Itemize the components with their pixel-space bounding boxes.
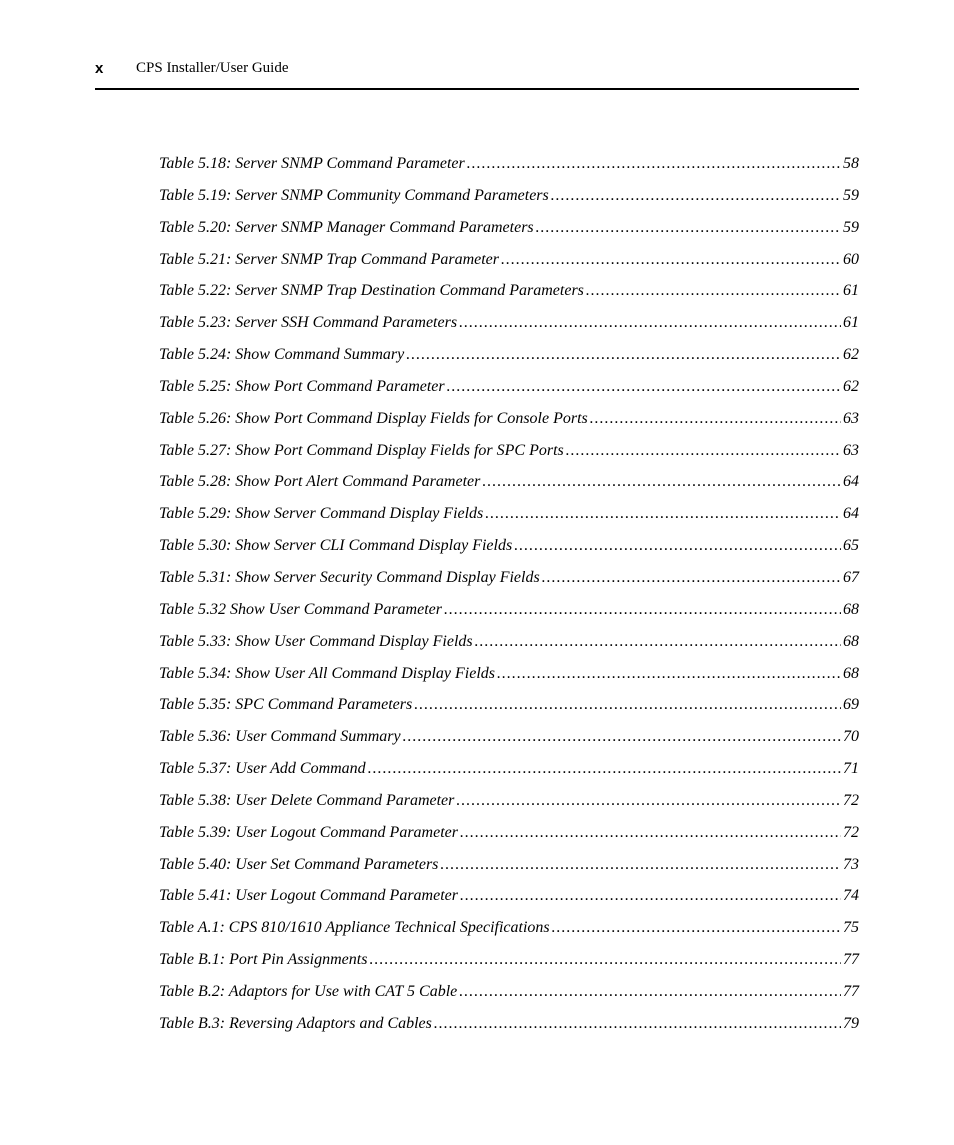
dot-leader <box>444 598 841 622</box>
toc-entry[interactable] <box>159 821 859 853</box>
toc-entry-label: Table 5.24: Show Command Summary <box>159 346 405 364</box>
toc-entry[interactable] <box>159 216 859 248</box>
dot-leader <box>460 821 841 845</box>
toc-entry-page-number: 77 <box>843 951 859 969</box>
dot-leader <box>590 407 841 431</box>
toc-entry-page-number: 61 <box>843 282 859 300</box>
toc-entry[interactable] <box>159 470 859 502</box>
toc-entry-label: Table 5.20: Server SNMP Manager Command Parameters <box>159 218 534 236</box>
toc-entry-label: Table 5.38: User Delete Command Parameter <box>159 791 455 809</box>
dot-leader <box>501 248 841 272</box>
dot-leader <box>456 789 841 813</box>
toc-entry-label: Table 5.18: Server SNMP Command Parameter <box>159 155 465 172</box>
toc-entry-page-number: 67 <box>843 568 859 586</box>
toc-entry-page-number: 59 <box>843 218 859 236</box>
toc-entry-page-number: 75 <box>843 919 859 937</box>
toc-entry-page-number: 68 <box>843 664 859 682</box>
toc-entry[interactable] <box>159 725 859 757</box>
toc-entry[interactable] <box>159 343 859 375</box>
toc-entry-label: Table 5.32 Show User Command Parameter <box>159 600 442 618</box>
toc-entry[interactable] <box>159 662 859 694</box>
toc-entry[interactable] <box>159 152 859 184</box>
dot-leader <box>447 375 841 399</box>
toc-entry[interactable] <box>159 916 859 948</box>
dot-leader <box>459 311 841 335</box>
toc-entry[interactable] <box>159 693 859 725</box>
dot-leader <box>566 439 841 463</box>
toc-entry-page-number: 69 <box>843 696 859 714</box>
toc-entry[interactable] <box>159 279 859 311</box>
toc-entry-page-number: 62 <box>843 346 859 364</box>
dot-leader <box>369 948 841 972</box>
toc-entry[interactable] <box>159 375 859 407</box>
dot-leader <box>406 343 841 367</box>
toc-entry-label: Table 5.41: User Logout Command Parameter <box>159 887 458 905</box>
toc-entry-page-number: 64 <box>843 473 859 491</box>
toc-entry-label: Table 5.34: Show User All Command Display Fields <box>159 664 496 682</box>
toc-entry-label: Table B.1: Port Pin Assignments <box>159 951 368 969</box>
toc-entry-label: Table 5.26: Show Port Command Display Fields for Console Ports <box>159 409 588 427</box>
page-number: x <box>95 60 104 77</box>
toc-entry[interactable] <box>159 311 859 343</box>
dot-leader <box>440 853 841 877</box>
toc-entry-label: Table 5.35: SPC Command Parameters <box>159 696 413 714</box>
toc-entry-page-number: 74 <box>843 887 859 905</box>
dot-leader <box>414 693 841 717</box>
toc-entry-page-number: 58 <box>843 155 859 172</box>
dot-leader <box>467 152 841 176</box>
dot-leader <box>497 662 841 686</box>
toc-entry-label: Table 5.22: Server SNMP Trap Destination Command Parameters <box>159 282 584 300</box>
toc-entry-label: Table 5.25: Show Port Command Parameter <box>159 377 445 395</box>
doc-title: CPS Installer/User Guide <box>136 60 289 76</box>
toc-entry-page-number: 64 <box>843 505 859 523</box>
toc-entry[interactable] <box>159 980 859 1012</box>
toc-entry-page-number: 59 <box>843 186 859 204</box>
dot-leader <box>551 184 841 208</box>
toc-entry-label: Table 5.40: User Set Command Parameters <box>159 855 439 873</box>
toc-entry-page-number: 63 <box>843 441 859 459</box>
toc-entry-page-number: 68 <box>843 600 859 618</box>
dot-leader <box>552 916 841 940</box>
toc-entry[interactable] <box>159 598 859 630</box>
toc-entry-label: Table 5.19: Server SNMP Community Command Parameters <box>159 186 549 204</box>
toc-entry-page-number: 68 <box>843 632 859 650</box>
toc-entry[interactable] <box>159 439 859 471</box>
toc-entry-label: Table 5.29: Show Server Command Display Fields <box>159 505 484 523</box>
toc-entry-label: Table 5.28: Show Port Alert Command Parameter <box>159 473 481 491</box>
toc-entry-label: Table 5.23: Server SSH Command Parameters <box>159 314 458 332</box>
toc-entry-page-number: 63 <box>843 409 859 427</box>
toc-entry[interactable] <box>159 789 859 821</box>
page-header <box>95 58 859 90</box>
toc-entry-page-number: 73 <box>843 855 859 873</box>
toc-entry[interactable] <box>159 853 859 885</box>
toc-entry[interactable] <box>159 1012 859 1044</box>
toc-entry-label: Table 5.21: Server SNMP Trap Command Parameter <box>159 250 499 268</box>
toc-entry[interactable] <box>159 502 859 534</box>
toc-entry-page-number: 61 <box>843 314 859 332</box>
toc-entry-label: Table 5.39: User Logout Command Parameter <box>159 823 458 841</box>
dot-leader <box>434 1012 841 1036</box>
list-of-tables <box>159 152 859 1044</box>
toc-entry-page-number: 71 <box>843 760 859 778</box>
toc-entry-page-number: 72 <box>843 791 859 809</box>
toc-entry-label: Table 5.30: Show Server CLI Command Display Fields <box>159 537 513 555</box>
dot-leader <box>542 566 841 590</box>
toc-entry-page-number: 72 <box>843 823 859 841</box>
toc-entry[interactable] <box>159 184 859 216</box>
dot-leader <box>514 534 841 558</box>
toc-entry[interactable] <box>159 948 859 980</box>
dot-leader <box>460 884 841 908</box>
dot-leader <box>482 470 841 494</box>
toc-entry-label: Table 5.31: Show Server Security Command Display Fields <box>159 568 540 586</box>
toc-entry-page-number: 62 <box>843 377 859 395</box>
dot-leader <box>368 757 841 781</box>
toc-entry-page-number: 77 <box>843 982 859 1000</box>
toc-entry-label: Table 5.27: Show Port Command Display Fields for SPC Ports <box>159 441 564 459</box>
toc-entry-label: Table 5.37: User Add Command <box>159 760 366 778</box>
dot-leader <box>485 502 841 526</box>
toc-entry-page-number: 60 <box>843 250 859 268</box>
toc-entry-page-number: 70 <box>843 728 859 746</box>
dot-leader <box>475 630 841 654</box>
toc-entry-label: Table B.3: Reversing Adaptors and Cables <box>159 1014 432 1032</box>
toc-entry[interactable] <box>159 630 859 662</box>
toc-entry[interactable] <box>159 757 859 789</box>
toc-entry-page-number: 65 <box>843 537 859 555</box>
dot-leader <box>403 725 841 749</box>
toc-entry[interactable] <box>159 566 859 598</box>
toc-entry[interactable] <box>159 248 859 280</box>
toc-entry-label: Table A.1: CPS 810/1610 Appliance Technical Specifications <box>159 919 550 937</box>
toc-entry[interactable] <box>159 534 859 566</box>
toc-entry-label: Table B.2: Adaptors for Use with CAT 5 Cable <box>159 982 458 1000</box>
toc-entry-page-number: 79 <box>843 1014 859 1032</box>
toc-entry-label: Table 5.36: User Command Summary <box>159 728 401 746</box>
dot-leader <box>536 216 841 240</box>
dot-leader <box>586 279 841 303</box>
toc-entry[interactable] <box>159 407 859 439</box>
toc-entry-label: Table 5.33: Show User Command Display Fields <box>159 632 473 650</box>
dot-leader <box>459 980 841 1004</box>
toc-entry[interactable] <box>159 884 859 916</box>
